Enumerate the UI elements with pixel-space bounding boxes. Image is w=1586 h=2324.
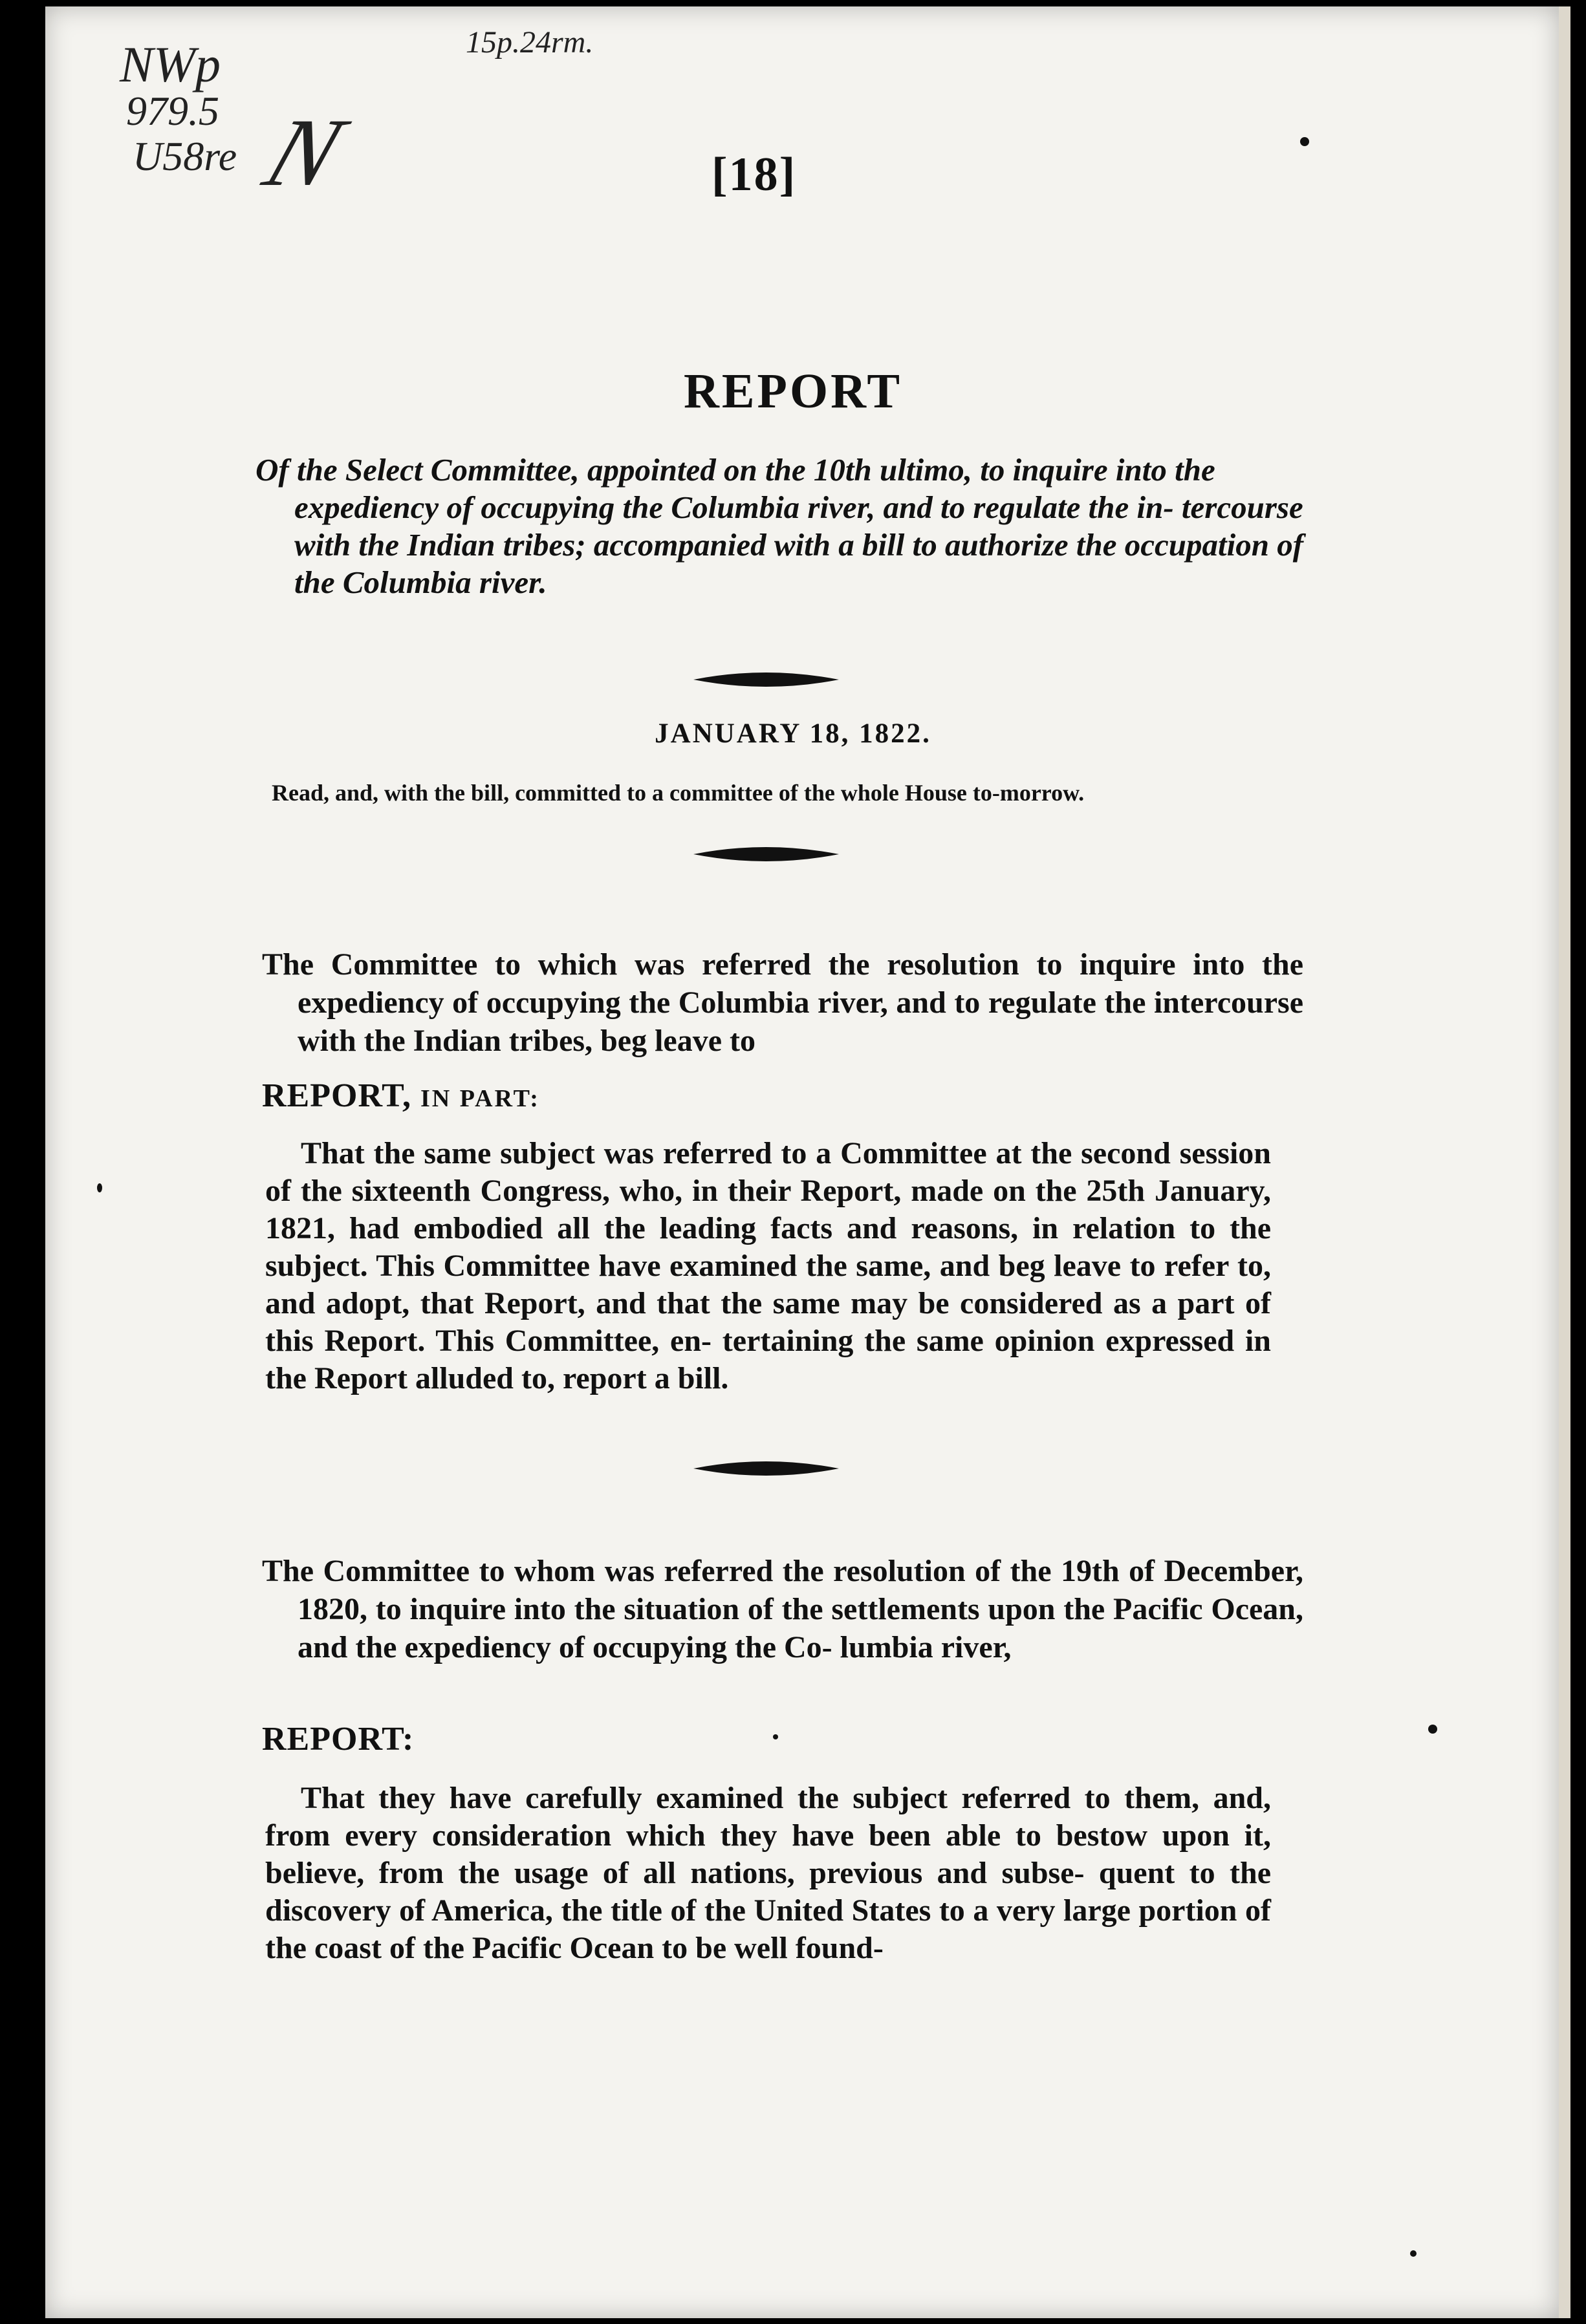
call-number-line-2: 979.5	[126, 88, 219, 134]
report-subtitle: Of the Select Committee, appointed on the 10th ultimo, to inquire into the expediency of occupying the Columbia river, and to regulate the in- tercourse with the Indian tribes; accompanied with a bill to authorize the occupation of the Columbia river.	[255, 452, 1304, 600]
handwritten-mark: N	[252, 99, 356, 206]
margin-speck	[773, 1734, 778, 1739]
report-date: JANUARY 18, 1822.	[655, 718, 931, 749]
top-note: 15p.24rm.	[466, 25, 594, 59]
read-note: Read, and, with the bill, committed to a committee of the whole House to-morrow.	[272, 780, 1085, 806]
margin-speck	[1300, 137, 1309, 146]
margin-speck	[97, 1183, 102, 1192]
section1-intro: The Committee to which was referred the resolution to inquire into the expediency of occupying the Columbia river, and to regulate the intercourse with the Indian tribes, beg leave to	[262, 947, 1303, 1058]
section1-heading	[262, 1077, 540, 1115]
section1-heading-sub: IN PART:	[420, 1085, 540, 1112]
section1-body: That the same subject was referred to a Committee at the second session of the sixteenth Congress, who, in their Report, made on the 25th January, 1821, had embodied all the leading facts and reasons, in relation to the subject. This Committee have examined the same, and beg leave to refer to, and adopt, that Report, and that the same may be considered as a part of this Report. This Committee, en- tertaining the same opinion expressed in the Report alluded to, report a bill.	[265, 1136, 1271, 1395]
ornamental-rule	[693, 844, 839, 865]
report-title: REPORT	[683, 364, 903, 418]
section1-heading-main: REPORT,	[262, 1077, 411, 1114]
ornamental-rule	[693, 1458, 839, 1479]
margin-speck	[1410, 2250, 1417, 2257]
ornamental-rule	[693, 669, 839, 690]
page-number: [18]	[712, 148, 797, 201]
section2-intro: The Committee to whom was referred the resolution of the 19th of December, 1820, to inquire into the situation of the settlements upon the Pacific Ocean, and the expediency of occupying the Co- lumbia river,	[262, 1554, 1303, 1664]
section2-body: That they have carefully examined the subject referred to them, and, from every consideration which they have been able to bestow upon it, believe, from the usage of all nations, previous and subse- quent to the discovery of America, the title of the United States to a very large portion of the coast of the Pacific Ocean to be well found-	[265, 1781, 1271, 1965]
call-number-line-3: U58re	[133, 133, 237, 179]
section2-heading: REPORT:	[262, 1721, 415, 1758]
margin-speck	[1428, 1725, 1437, 1734]
call-number-line-1: NWp	[120, 36, 221, 92]
